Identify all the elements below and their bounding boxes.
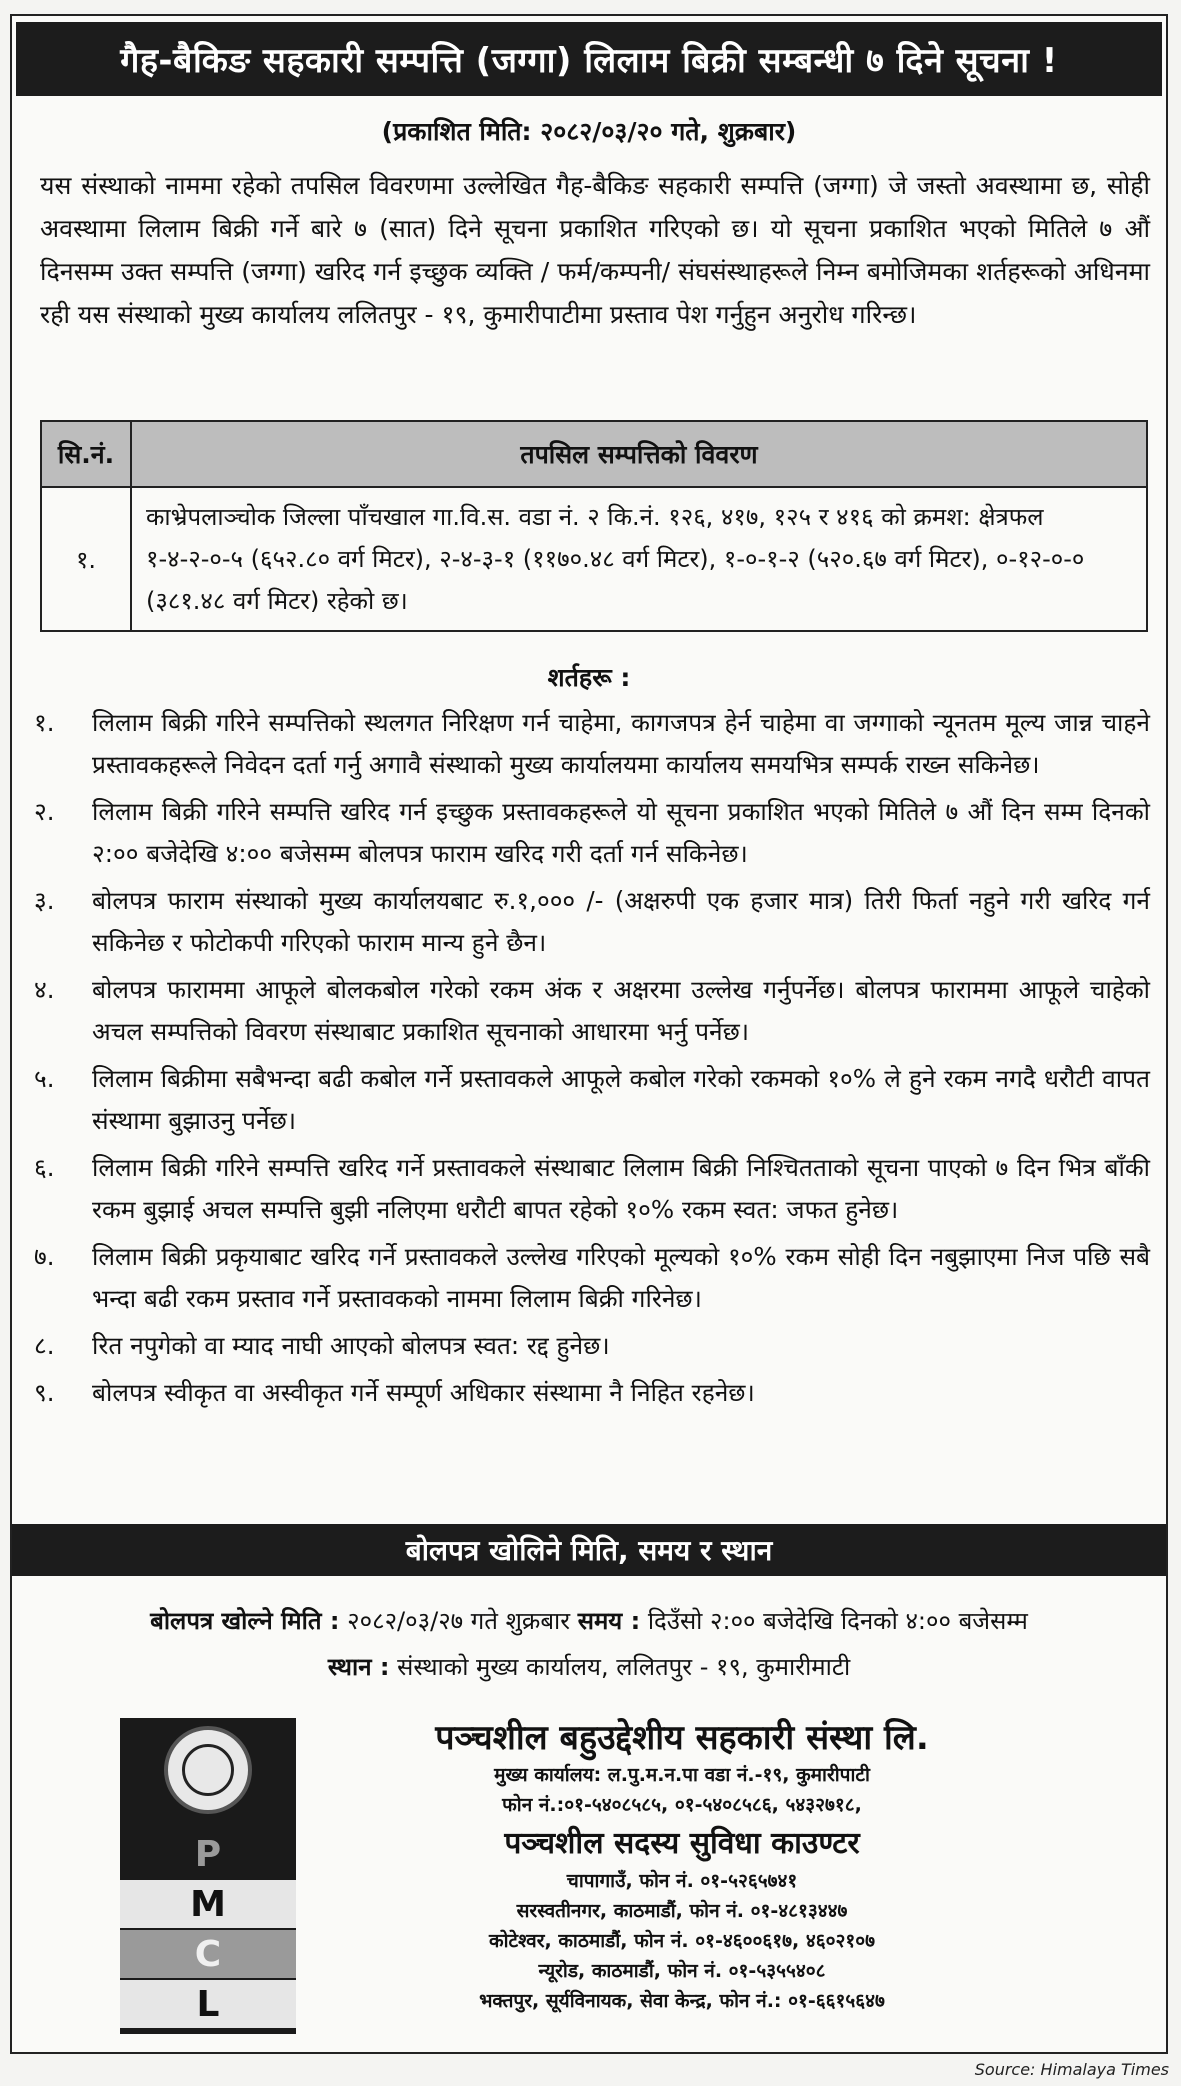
table-header-row [41,421,1147,487]
branch-line: कोटेश्वर, काठमाडौं, फोन नं. ०१-४६००६१७, ४६०२१०७ [489,1930,875,1952]
list-item [34,702,1150,786]
emblem-icon [164,1726,252,1814]
opening-date-value: २०८२/०३/२७ गते शुक्रबार [347,1607,571,1635]
term-text: लिलाम बिक्रीमा सबैभन्दा बढी कबोल गर्ने प्रस्तावकले आफूले कबोल गरेको रकमको १०% ले हुने रकम नगदै धरौटी वापत संस्थामा बुझाउनु पर्नेछ। [92,1064,1150,1135]
column-header-description: तपसिल सम्पत्तिको विवरण [131,421,1147,487]
term-number: ३. [34,886,55,915]
intro-paragraph: यस संस्थाको नाममा रहेको तपसिल विवरणमा उल्लेखित गैह-बैकिङ सहकारी सम्पत्ति (जग्गा) जे जस्तो अवस्थामा छ, सोही अवस्थामा लिलाम बिक्री गर्ने बारे ७ (सात) दिने सूचना प्रकाशित गरिएको छ। यो सूचना प्रकाशित भएको मितिले ७ औं दिनसम्म उक्त सम्पत्ति (जग्गा) खरिद गर्न इच्छुक व्यक्ति / फर्म/कम्पनी/ संघसंस्थाहरूले निम्न बमोजिमका शर्तहरूको अधिनमा रही यस संस्थाको मुख्य कार्यालय ललितपुर - १९, कुमारीपाटीमा प्रस्ताव पेश गर्नुहुन अनुरोध गरिन्छ। [40,171,1150,329]
table-row [41,487,1147,631]
opening-date-label: बोलपत्र खोल्ने मिति : [150,1607,340,1635]
notice-page [10,14,1168,2054]
list-item [34,1147,1150,1231]
org-name: पञ्चशील बहुउद्देशीय सहकारी संस्था लि. [435,1718,929,1758]
list-item [34,1236,1150,1320]
list-item [34,791,1150,875]
property-table [40,420,1148,632]
head-office-phone: फोन नं.:०१-५४०८५८५, ०१-५४०८५८६, ५४३२७१८, [502,1794,862,1816]
counter-title: पञ्चशील सदस्य सुविधा काउण्टर [504,1826,860,1861]
term-text: बोलपत्र फाराममा आफूले बोलकबोल गरेको रकम अंक र अक्षरमा उल्लेख गर्नुपर्नेछ। बोलपत्र फाराममा आफूले चाहेको अचल सम्पत्तिको विवरण संस्थाबाट प्रकाशित सूचनाको आधारमा भर्नु पर्नेछ। [92,975,1150,1046]
term-number: ५. [34,1064,55,1093]
term-number: ६. [34,1153,55,1182]
branch-line: न्यूरोड, काठमाडौं, फोन नं. ०१-५३५५४०८ [538,1960,826,1982]
list-item [34,880,1150,964]
head-office: मुख्य कार्यालय: ल.पु.म.न.पा वडा नं.-१९, कुमारीपाटी [494,1764,870,1786]
opening-time-label: समय : [577,1607,641,1635]
terms-heading: शर्तहरू : [547,663,631,692]
opening-place-label: स्थान : [327,1653,390,1681]
logo-letter-m: M [120,1880,296,1928]
list-item [34,969,1150,1053]
term-number: ७. [34,1242,55,1271]
branch-line: चापागाउँ, फोन नं. ०१-५२६५७४१ [566,1870,798,1892]
opening-heading: बोलपत्र खोलिने मिति, समय र स्थान [12,1524,1166,1576]
list-item [34,1325,1150,1367]
term-number: ८. [34,1331,55,1360]
branch-line: सरस्वतीनगर, काठमाडौं, फोन नं. ०१-४८१३४४७ [516,1900,848,1922]
source-credit: Source: Himalaya Times [974,2060,1169,2079]
term-text: बोलपत्र स्वीकृत वा अस्वीकृत गर्ने सम्पूर्ण अधिकार संस्थामा नै निहित रहनेछ। [92,1378,755,1407]
term-number: ९. [34,1378,55,1407]
logo-letter-p: P [120,1830,296,1878]
branch-line: भक्तपुर, सूर्यविनायक, सेवा केन्द्र, फोन नं.: ०१-६६१५६४७ [479,1990,885,2012]
term-text: लिलाम बिक्री प्रकृयाबाट खरिद गर्ने प्रस्तावकले उल्लेख गरिएको मूल्यको १०% रकम सोही दिन नबुझाएमा निज पछि सबै भन्दा बढी रकम प्रस्ताव गर्ने प्रस्तावकको नाममा लिलाम बिक्री गरिनेछ। [92,1242,1150,1313]
row-sn: १. [41,487,131,631]
term-text: बोलपत्र फाराम संस्थाको मुख्य कार्यालयबाट रु.१,००० /- (अक्षरुपी एक हजार मात्र) तिरी फिर्ता नहुने गरी खरिद गर्न सकिनेछ र फोटोकपी गरिएको फाराम मान्य हुने छैन। [92,886,1150,957]
opening-time-value: दिउँसो २:०० बजेदेखि दिनको ४:०० बजेसम्म [647,1607,1028,1635]
term-number: १. [34,708,55,737]
row-description: काभ्रेपलाञ्चोक जिल्ला पाँचखाल गा.वि.स. वडा नं. २ कि.नं. १२६, ४१७, १२५ र ४१६ को क्रमश: क्षेत्रफल १-४-२-०-५ (६५२.८० वर्ग मिटर), २-४-३-१ (११७०.४८ वर्ग मिटर), १-०-१-२ (५२०.६७ वर्ग मिटर), ०-१२-०-० (३८१.४८ वर्ग मिटर) रहेको छ। [131,487,1147,631]
org-logo [120,1718,296,2034]
opening-date-time [12,1604,1166,1637]
logo-letter-l: L [120,1980,296,2028]
term-number: ४. [34,975,55,1004]
list-item [34,1372,1150,1414]
org-info [312,1716,1052,2016]
term-text: रित नपुगेको वा म्याद नाघी आएको बोलपत्र स्वत: रद्द हुनेछ। [92,1331,610,1360]
term-text: लिलाम बिक्री गरिने सम्पत्ति खरिद गर्ने प्रस्तावकले संस्थाबाट लिलाम बिक्री निश्चितताको सूचना पाएको ७ दिन भित्र बाँकी रकम बुझाई अचल सम्पत्ति बुझी नलिएमा धरौटी बापत रहेको १०% रकम स्वत: जफत हुनेछ। [92,1153,1150,1224]
term-number: २. [34,797,55,826]
terms-list [34,702,1150,1419]
opening-place [12,1650,1166,1683]
logo-letter-c: C [120,1930,296,1978]
term-text: लिलाम बिक्री गरिने सम्पत्तिको स्थलगत निरिक्षण गर्न चाहेमा, कागजपत्र हेर्न चाहेमा वा जग्गाको न्यूनतम मूल्य जान्न चाहने प्रस्तावकहरूले निवेदन दर्ता गर्नु अगावै संस्थाको मुख्य कार्यालयमा कार्यालय समयभित्र सम्पर्क राख्न सकिनेछ। [92,708,1150,779]
published-date: (प्रकाशित मिति: २०८२/०३/२० गते, शुक्रबार) [381,117,797,146]
opening-place-value: संस्थाको मुख्य कार्यालय, ललितपुर - १९, कुमारीमाटी [397,1653,851,1681]
notice-title: गैह-बैकिङ सहकारी सम्पत्ति (जग्गा) लिलाम बिक्री सम्बन्धी ७ दिने सूचना ! [16,22,1162,96]
term-text: लिलाम बिक्री गरिने सम्पत्ति खरिद गर्न इच्छुक प्रस्तावकहरूले यो सूचना प्रकाशित भएको मितिले ७ औं दिन सम्म दिनको २:०० बजेदेखि ४:०० बजेसम्म बोलपत्र फाराम खरिद गरी दर्ता गर्न सकिनेछ। [92,797,1150,868]
column-header-sn: सि.नं. [41,421,131,487]
list-item [34,1058,1150,1142]
